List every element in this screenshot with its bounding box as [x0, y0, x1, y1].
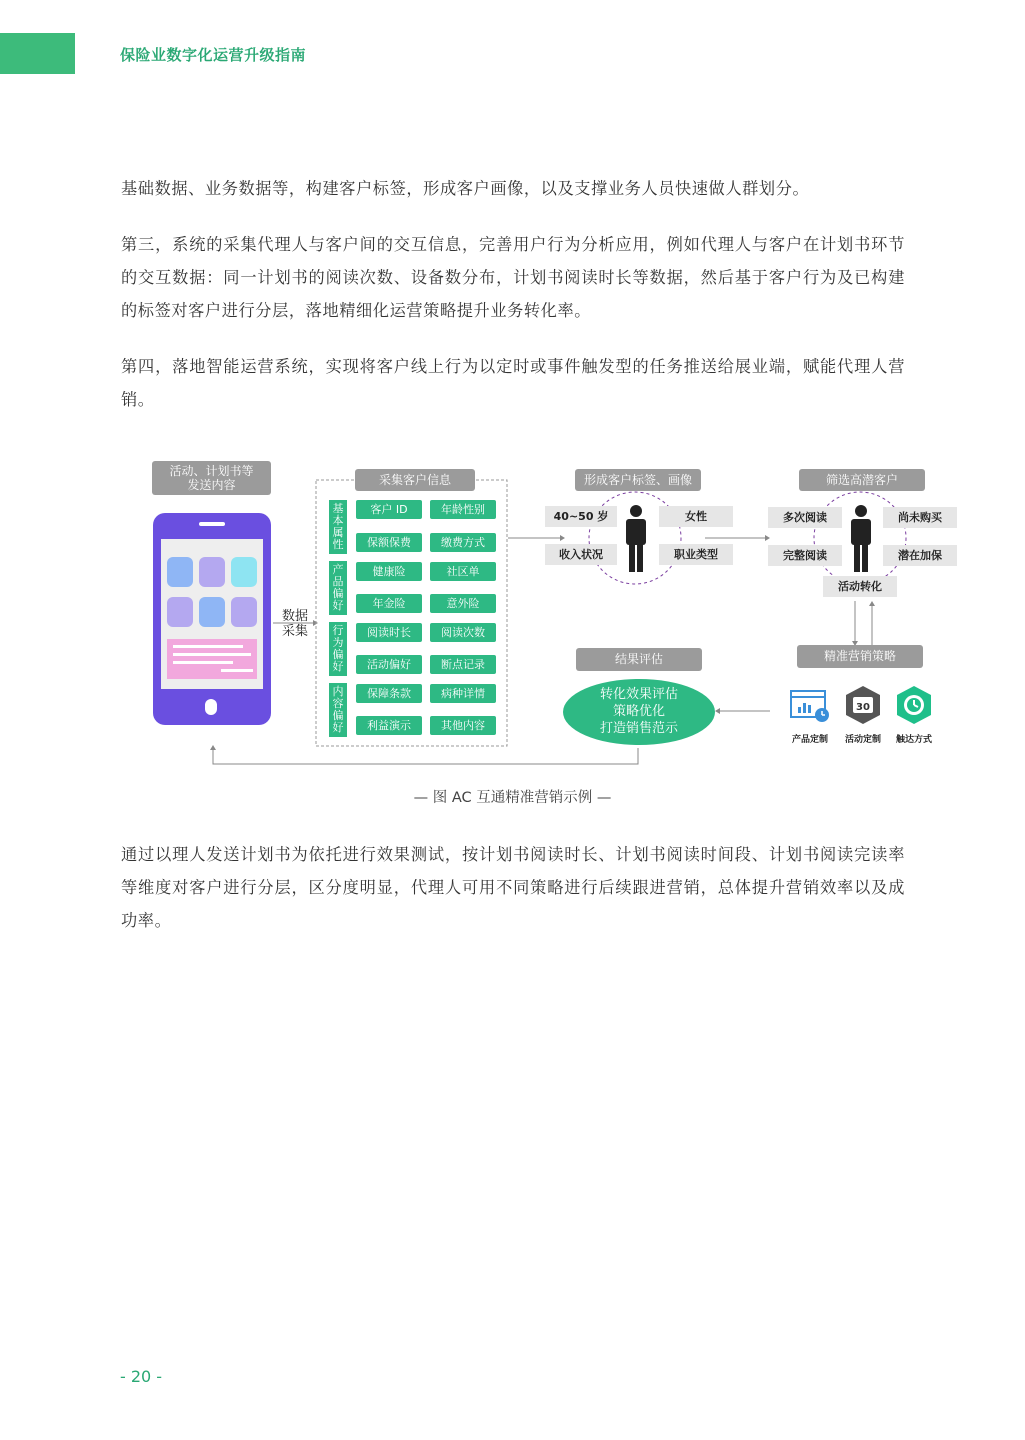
filter-label-activity: 活动转化: [823, 576, 897, 597]
calendar-icon: [844, 685, 882, 725]
tag-clauses: 保障条款: [356, 684, 422, 703]
tag-customer-id: 客户 ID: [356, 500, 422, 519]
clock-icon: [895, 685, 933, 725]
tag-premium: 保额保费: [356, 533, 422, 552]
paragraph-3: 第四，落地智能运营系统，实现将客户线上行为以定时或事件触发型的任务推送给展业端，赋能代理人营销。: [121, 357, 905, 409]
strategy-tag: 精准营销策略: [797, 645, 923, 668]
filter-label-multi-read: 多次阅读: [768, 507, 842, 528]
result-line-1: 转化效果评估: [599, 687, 678, 702]
filter-label-full-read: 完整阅读: [768, 545, 842, 566]
tag-activity: 活动偏好: [356, 655, 422, 674]
tag-other: 其他内容: [430, 716, 496, 735]
group-label-basic: 基本属性: [329, 500, 347, 554]
profile-label-income: 收入状况: [545, 544, 617, 565]
tag-read-time: 阅读时长: [356, 623, 422, 642]
filter-tag: 筛选高潜客户: [799, 469, 925, 491]
group-label-content: 内容偏好: [329, 683, 347, 737]
profile-label-female: 女性: [659, 506, 733, 527]
result-line-3: 打造销售范示: [599, 721, 678, 736]
profile-label-occupation: 职业类型: [659, 544, 733, 565]
tag-health: 健康险: [356, 562, 422, 581]
marketing-flow-diagram: [150, 458, 965, 778]
tag-disease: 病种详情: [430, 684, 496, 703]
group-label-product: 产品偏好: [329, 561, 347, 615]
result-tag: 结果评估: [576, 648, 702, 671]
person-icon: [624, 504, 648, 574]
profile-label-age: 40~50 岁: [545, 506, 617, 527]
tag-annuity: 年金险: [356, 594, 422, 613]
header-accent-bar: [0, 33, 75, 74]
icon-caption-product: 产品定制: [791, 735, 828, 745]
tag-breakpoint: 断点记录: [430, 655, 496, 674]
paragraph-2: 第三，系统的采集代理人与客户间的交互信息，完善用户行为分析应用，例如代理人与客户在计划书环节的交互数据：同一计划书的阅读次数、设备数分布，计划书阅读时长等数据，然后基于客户行为及已构建的标签对客户进行分层，落地精细化运营策略提升业务转化率。: [121, 235, 905, 320]
result-ellipse: [563, 679, 715, 745]
figure-caption: — 图 AC 互通精准营销示例 —: [413, 790, 612, 806]
phone-tag: 活动、计划书等 发送内容: [152, 461, 271, 495]
paragraph-4: 通过以理人发送计划书为依托进行效果测试，按计划书阅读时长、计划书阅读时间段、计划书阅读完读率等维度对客户进行分层，区分度明显，代理人可用不同策略进行后续跟进营销，总体提升营销效率以及成功率。: [121, 845, 905, 930]
group-label-behavior: 行为偏好: [329, 622, 347, 676]
icon-caption-activity: 活动定制: [844, 735, 881, 745]
result-line-2: 策略优化: [612, 704, 665, 719]
profile-tag: 形成客户标签、画像: [575, 469, 701, 491]
collect-tag: 采集客户信息: [355, 469, 475, 491]
phone-illustration: [153, 513, 271, 725]
person-icon: [849, 504, 873, 574]
tag-benefit: 利益演示: [356, 716, 422, 735]
tag-age-gender: 年龄性别: [430, 500, 496, 519]
icon-caption-reach: 触达方式: [895, 735, 932, 745]
filter-label-not-bought: 尚未购买: [883, 507, 957, 528]
paragraph-1: 基础数据、业务数据等，构建客户标签，形成客户画像，以及支撑业务人员快速做人群划分。: [121, 179, 810, 198]
page-number: - 20 -: [120, 1367, 163, 1386]
calendar-number: 30: [856, 702, 870, 713]
tag-payment: 缴费方式: [430, 533, 496, 552]
chart-icon: [790, 688, 832, 726]
data-collect-label: 数据 采集: [282, 609, 309, 639]
header-title: 保险业数字化运营升级指南: [120, 46, 307, 64]
tag-read-count: 阅读次数: [430, 623, 496, 642]
tag-community: 社区单: [430, 562, 496, 581]
filter-label-upsell: 潜在加保: [883, 545, 957, 566]
tag-accident: 意外险: [430, 594, 496, 613]
